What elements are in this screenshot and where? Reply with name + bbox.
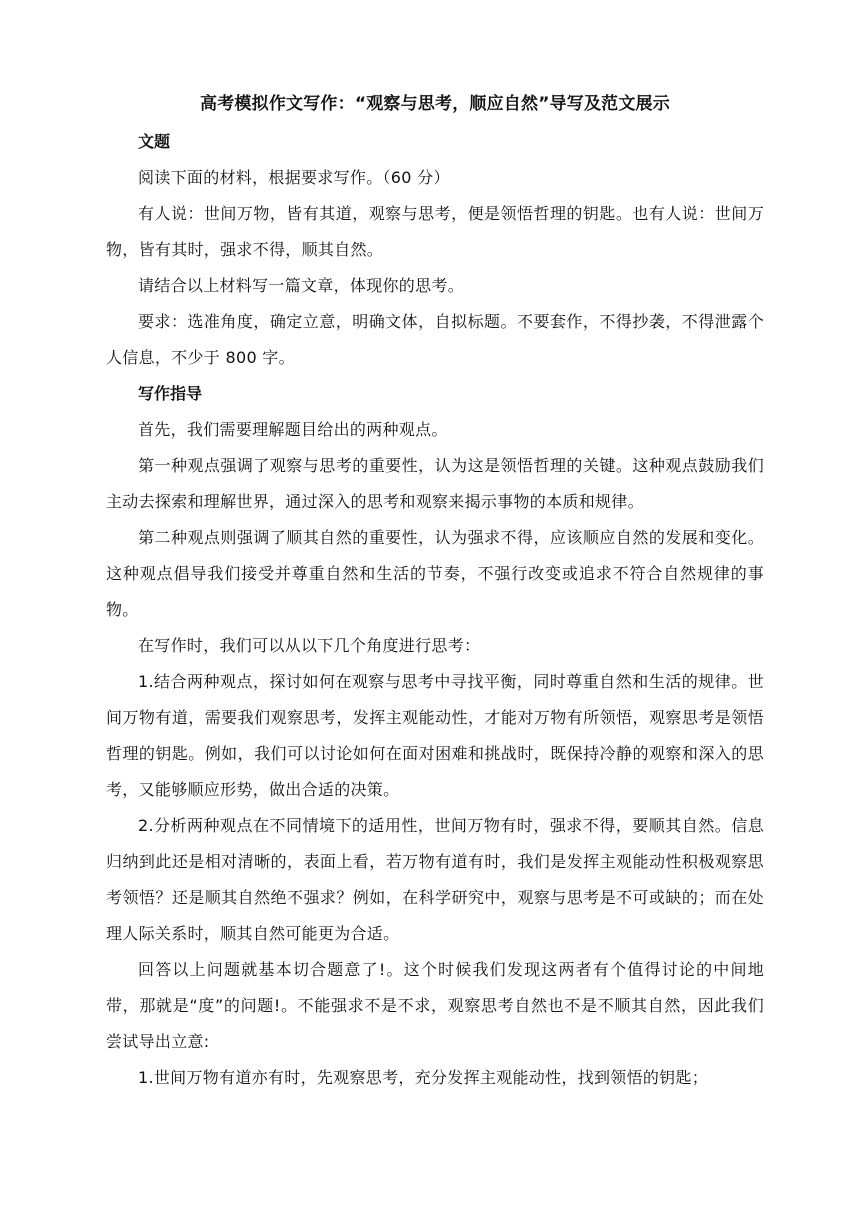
paragraph: 1.世间万物有道亦有时，先观察思考，充分发挥主观能动性，找到领悟的钥匙； (138, 1068, 709, 1087)
paragraph: 第二种观点则强调了顺其自然的重要性，认为强求不得，应该顺应自然的发展和变化。这种观点倡导我们接受并尊重自然和生活的节奏，不强行改变或追求不符合自然规律的事物。 (106, 528, 764, 619)
section-heading-guidance: 写作指导 (138, 384, 203, 403)
paragraph: 请结合以上材料写一篇文章，体现你的思考。 (138, 276, 465, 295)
paragraph: 要求：选准角度，确定立意，明确文体，自拟标题。不要套作，不得抄袭，不得泄露个人信息，不少于 800 字。 (106, 312, 764, 367)
paragraph: 首先，我们需要理解题目给出的两种观点。 (138, 420, 448, 439)
document-title: 高考模拟作文写作：“观察与思考，顺应自然”导写及范文展示 (200, 94, 670, 114)
section-heading-prompt: 文题 (138, 132, 171, 151)
paragraph: 在写作时，我们可以从以下几个角度进行思考： (138, 636, 481, 655)
paragraph: 第一种观点强调了观察与思考的重要性，认为这是领悟哲理的关键。这种观点鼓励我们主动去探索和理解世界，通过深入的思考和观察来揭示事物的本质和规律。 (106, 456, 764, 511)
paragraph: 2.分析两种观点在不同情境下的适用性，世间万物有时，强求不得，要顺其自然。信息归纳到此还是相对清晰的，表面上看，若万物有道有时，我们是发挥主观能动性积极观察思考领悟？还是顺其自然绝不强求？例如，在科学研究中，观察与思考是不可或缺的；而在处理人际关系时，顺其自然可能更为合适。 (106, 816, 764, 943)
paragraph: 有人说：世间万物，皆有其道，观察与思考，便是领悟哲理的钥匙。也有人说：世间万物，皆有其时，强求不得，顺其自然。 (106, 204, 764, 259)
paragraph: 回答以上问题就基本切合题意了!。这个时候我们发现这两者有个值得讨论的中间地带，那就是“度”的问题!。不能强求不是不求，观察思考自然也不是不顺其自然，因此我们尝试导出立意: (106, 960, 764, 1051)
paragraph: 1.结合两种观点，探讨如何在观察与思考中寻找平衡，同时尊重自然和生活的规律。世间万物有道，需要我们观察思考，发挥主观能动性，才能对万物有所领悟，观察思考是领悟哲理的钥匙。例如，我们可以讨论如何在面对困难和挑战时，既保持冷静的观察和深入的思考，又能够顺应形势，做出合适的决策。 (106, 672, 764, 799)
paragraph: 阅读下面的材料，根据要求写作。（60 分） (138, 168, 450, 187)
